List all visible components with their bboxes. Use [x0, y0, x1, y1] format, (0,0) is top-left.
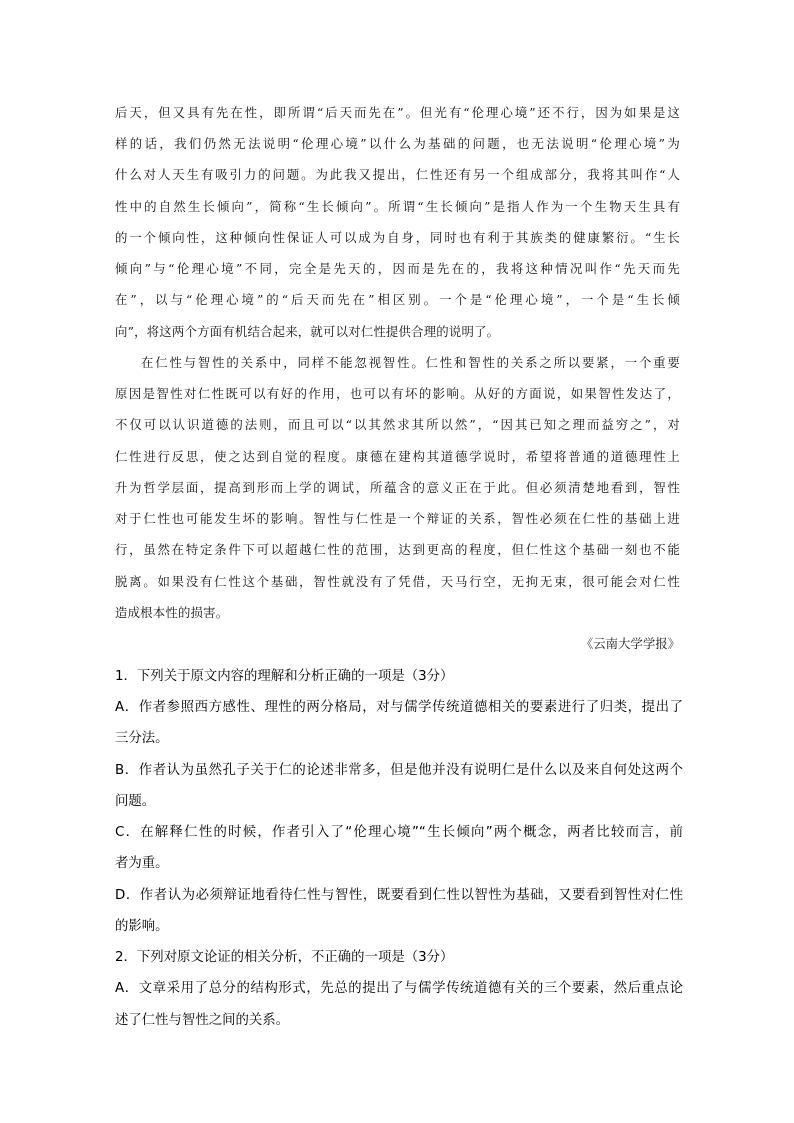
- passage-line: 不仅可以认识道德的法则，而且可以“以其然求其所以然”，“因其已知之理而益穷之”，对: [115, 417, 680, 432]
- passage-line: 样的话，我们仍然无法说明“伦理心境”以什么为基础的问题，也无法说明“伦理心境”为: [115, 136, 680, 151]
- passage-line: 脱离。如果没有仁性这个基础，智性就没有了凭借，天马行空，无拘无束，很可能会对仁性: [115, 574, 680, 589]
- option-c-continuation: 者为重。: [115, 856, 169, 871]
- option-b: B．作者认为虽然孔子关于仁的论述非常多，但是他并没有说明仁是什么以及来自何处这两个: [115, 763, 683, 778]
- passage-line: 行，虽然在特定条件下可以超越仁性的范围，达到更高的程度，但仁性这个基础一刻也不能: [115, 542, 680, 557]
- option-b-continuation: 问题。: [115, 794, 156, 809]
- passage-line: 对于仁性也可能发生坏的影响。智性与仁性是一个辩证的关系，智性必须在仁性的基础上进: [115, 511, 680, 526]
- passage-line: 在”，以与“伦理心境”的“后天而先在”相区别。一个是“伦理心境”，一个是“生长倾: [115, 292, 680, 307]
- option-c: C．在解释仁性的时候，作者引入了“伦理心境”“生长倾向”两个概念，两者比较而言，前: [115, 825, 683, 840]
- passage-line: 性中的自然生长倾向”，简称“生长倾向”。所谓“生长倾向”是指人作为一个生物天生具有: [115, 199, 680, 214]
- passage-line: 在仁性与智性的关系中，同样不能忽视智性。仁性和智性的关系之所以要紧，一个重要: [141, 355, 680, 370]
- passage-line: 倾向”与“伦理心境”不同，完全是先天的，因而是先在的，我将这种情况叫作“先天而先: [115, 261, 680, 276]
- question-stem: 2．下列对原文论证的相关分析，不正确的一项是（3分）: [115, 950, 454, 965]
- option-a-continuation: 述了仁性与智性之间的关系。: [115, 1013, 290, 1028]
- passage-line: 仁性进行反思，使之达到自觉的程度。康德在建构其道德学说时，希望将普通的道德理性上: [115, 449, 680, 464]
- passage-line: 升为哲学层面，提高到形而上学的调试，所蕴含的意义正在于此。但必须清楚地看到，智性: [115, 480, 680, 495]
- option-d: D．作者认为必须辩证地看待仁性与智性，既要看到仁性以智性为基础，又要看到智性对仁性: [115, 888, 683, 903]
- option-d-continuation: 的影响。: [115, 919, 169, 934]
- option-a-continuation: 三分法。: [115, 731, 169, 746]
- passage-line: 的一个倾向性，这种倾向性保证人可以成为自身，同时也有利于其族类的健康繁衍。“生长: [115, 230, 680, 245]
- passage-source: 《云南大学学报》: [580, 636, 680, 651]
- passage-line: 后天，但又具有先在性，即所谓“后天而先在”。但光有“伦理心境”还不行，因为如果是这: [115, 105, 680, 120]
- option-a: A．作者参照西方感性、理性的两分格局，对与儒学传统道德相关的要素进行了归类，提出了: [115, 700, 683, 715]
- passage-line: 原因是智性对仁性既可以有好的作用，也可以有坏的影响。从好的方面说，如果智性发达了，: [115, 386, 680, 401]
- passage-line: 造成根本性的损害。: [115, 605, 229, 620]
- passage-line: 什么对人天生有吸引力的问题。为此我又提出，仁性还有另一个组成部分，我将其叫作“人: [115, 167, 680, 182]
- option-a: A．文章采用了总分的结构形式，先总的提出了与儒学传统道德有关的三个要素，然后重点论: [115, 981, 683, 996]
- question-stem: 1．下列关于原文内容的理解和分析正确的一项是（3分）: [115, 669, 454, 684]
- passage-line: 向”，将这两个方面有机结合起来，就可以对仁性提供合理的说明了。: [115, 324, 500, 339]
